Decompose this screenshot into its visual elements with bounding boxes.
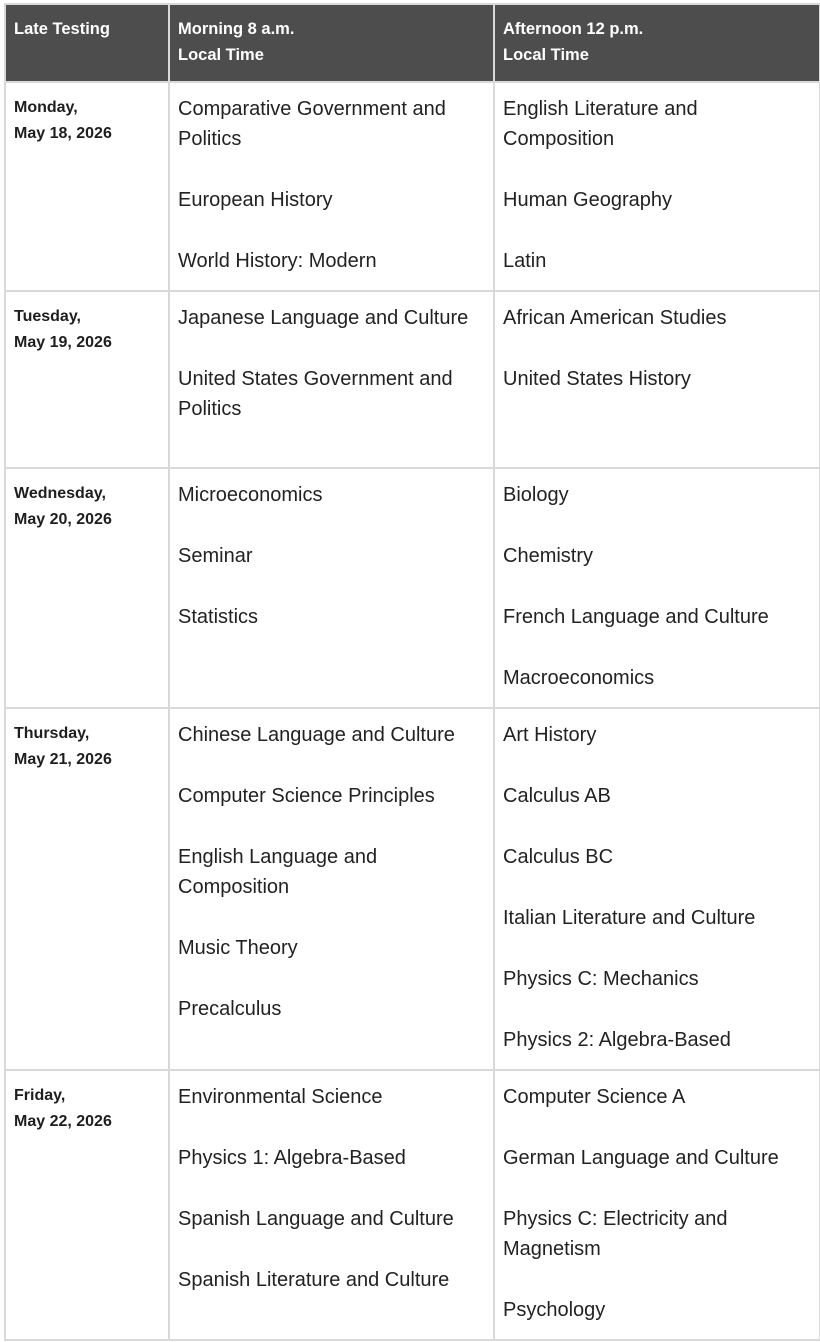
subject-item: Italian Literature and Culture bbox=[503, 907, 756, 929]
date-label: May 18, 2026 bbox=[14, 125, 112, 142]
date-label: May 21, 2026 bbox=[14, 751, 112, 768]
table-row bbox=[5, 708, 820, 1070]
subject-item: Chemistry bbox=[503, 545, 594, 567]
subject-item: Precalculus bbox=[178, 998, 282, 1020]
subject-item: Comparative Government and Politics bbox=[178, 98, 446, 150]
day-label: Thursday, bbox=[14, 725, 90, 742]
subject-item: Environmental Science bbox=[178, 1086, 383, 1108]
morning-cell bbox=[169, 468, 494, 708]
day-cell bbox=[5, 82, 169, 291]
day-cell bbox=[5, 291, 169, 468]
date-label: May 20, 2026 bbox=[14, 511, 112, 528]
morning-cell bbox=[169, 1070, 494, 1340]
subject-item: Music Theory bbox=[178, 937, 298, 959]
subject-item: European History bbox=[178, 189, 333, 211]
subject-item: Japanese Language and Culture bbox=[178, 307, 469, 329]
subject-item: Spanish Language and Culture bbox=[178, 1208, 454, 1230]
afternoon-cell bbox=[494, 291, 820, 468]
subject-item: Spanish Literature and Culture bbox=[178, 1269, 450, 1291]
table-row bbox=[5, 468, 820, 708]
date-label: May 22, 2026 bbox=[14, 1113, 112, 1130]
subject-item: Biology bbox=[503, 484, 569, 506]
subject-item: Calculus BC bbox=[503, 846, 614, 868]
subject-item: Chinese Language and Culture bbox=[178, 724, 455, 746]
afternoon-cell bbox=[494, 82, 820, 291]
subject-item: English Language and Composition bbox=[178, 846, 378, 898]
subject-item: Computer Science Principles bbox=[178, 785, 435, 807]
afternoon-cell bbox=[494, 708, 820, 1070]
subject-item: Physics 1: Algebra-Based bbox=[178, 1147, 406, 1169]
schedule-table bbox=[4, 3, 820, 1341]
subject-item: Seminar bbox=[178, 545, 253, 567]
subject-item: United States History bbox=[503, 368, 691, 390]
subject-item: Physics C: Electricity and Magnetism bbox=[503, 1208, 728, 1260]
day-label: Tuesday, bbox=[14, 308, 81, 325]
afternoon-cell bbox=[494, 1070, 820, 1340]
subject-item: United States Government and Politics bbox=[178, 368, 453, 420]
subject-item: Statistics bbox=[178, 606, 259, 628]
subject-item: French Language and Culture bbox=[503, 606, 769, 628]
table-row bbox=[5, 82, 820, 291]
subject-item: Human Geography bbox=[503, 189, 672, 211]
date-label: May 19, 2026 bbox=[14, 334, 112, 351]
header-late-testing: Late Testing bbox=[5, 4, 169, 82]
morning-cell bbox=[169, 82, 494, 291]
subject-item: Calculus AB bbox=[503, 785, 611, 807]
subject-item: Microeconomics bbox=[178, 484, 323, 506]
subject-item: Psychology bbox=[503, 1299, 606, 1321]
subject-item: Computer Science A bbox=[503, 1086, 686, 1108]
header-afternoon: Afternoon 12 p.m. Local Time bbox=[494, 4, 820, 82]
subject-item: English Literature and Composition bbox=[503, 98, 698, 150]
subject-item: Physics C: Mechanics bbox=[503, 968, 699, 990]
subject-item: Latin bbox=[503, 250, 547, 272]
day-label: Friday, bbox=[14, 1087, 66, 1104]
header-morning: Morning 8 a.m. Local Time bbox=[169, 4, 494, 82]
day-cell bbox=[5, 1070, 169, 1340]
subject-item: World History: Modern bbox=[178, 250, 377, 272]
subject-item: Art History bbox=[503, 724, 597, 746]
subject-item: Physics 2: Algebra-Based bbox=[503, 1029, 731, 1051]
subject-item: German Language and Culture bbox=[503, 1147, 779, 1169]
header-row bbox=[5, 4, 820, 82]
day-label: Monday, bbox=[14, 99, 78, 116]
subject-item: Macroeconomics bbox=[503, 667, 655, 689]
day-cell bbox=[5, 468, 169, 708]
table-row bbox=[5, 1070, 820, 1340]
table-row bbox=[5, 291, 820, 468]
morning-cell bbox=[169, 291, 494, 468]
day-label: Wednesday, bbox=[14, 485, 106, 502]
late-testing-schedule bbox=[4, 3, 819, 1341]
day-cell bbox=[5, 708, 169, 1070]
morning-cell bbox=[169, 708, 494, 1070]
subject-item: African American Studies bbox=[503, 307, 727, 329]
afternoon-cell bbox=[494, 468, 820, 708]
